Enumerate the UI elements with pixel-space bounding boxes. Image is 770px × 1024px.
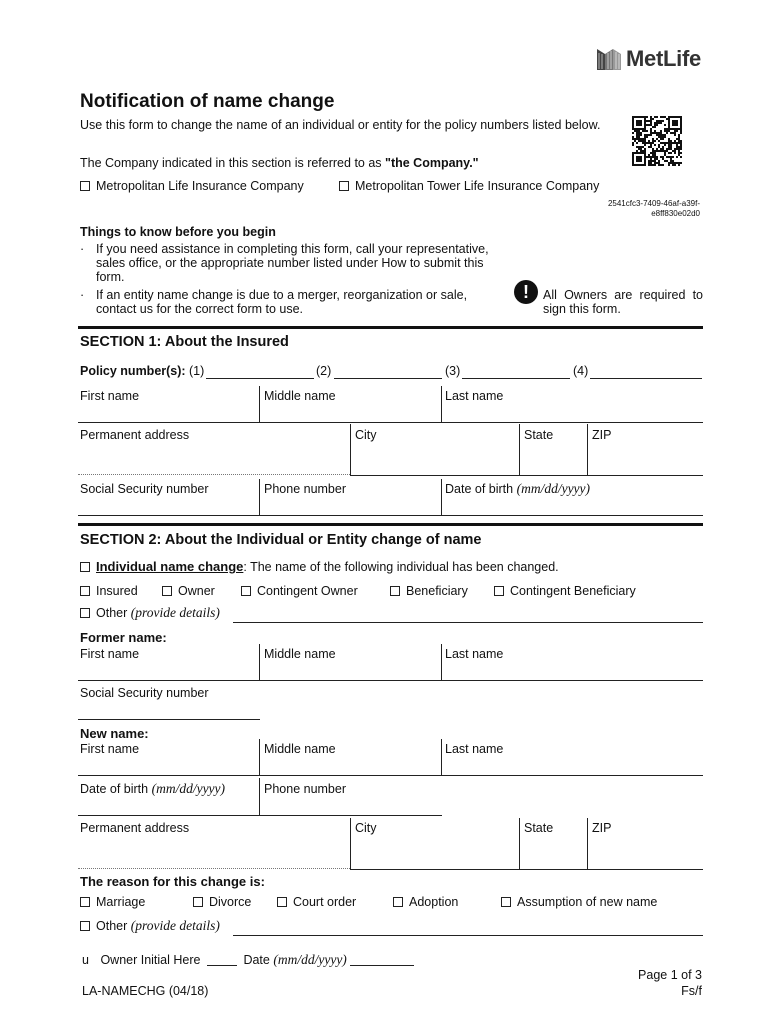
owner-initial-row bbox=[82, 952, 414, 968]
notice-line: All Owners are required to bbox=[543, 288, 703, 302]
field-underline bbox=[78, 815, 442, 816]
field-divider bbox=[519, 818, 520, 869]
barcode-image bbox=[632, 116, 682, 166]
field-divider bbox=[587, 818, 588, 869]
policy-numbers-row bbox=[80, 364, 705, 378]
section2-title: SECTION 2: About the Individual or Entity change of name bbox=[80, 532, 482, 548]
bullet-line: form. bbox=[96, 270, 125, 284]
checkbox[interactable] bbox=[339, 181, 349, 191]
things-to-know-heading: Things to know before you begin bbox=[80, 225, 276, 239]
reason-option-court-order[interactable] bbox=[277, 895, 356, 909]
company-option-label: Metropolitan Tower Life Insurance Company bbox=[355, 179, 600, 193]
field-underline bbox=[78, 422, 703, 423]
individual-name-change-desc: : The name of the following individual has been changed. bbox=[243, 560, 559, 574]
checkbox[interactable] bbox=[241, 586, 251, 596]
role-option-insured[interactable] bbox=[80, 584, 138, 598]
role-other-label: Other bbox=[96, 606, 128, 620]
checkbox[interactable] bbox=[393, 897, 403, 907]
company-option-metropolitan-tower[interactable] bbox=[339, 179, 599, 193]
insured-ssn-input-row[interactable] bbox=[78, 498, 703, 514]
alert-icon: ! bbox=[514, 280, 538, 304]
field-underline bbox=[350, 475, 703, 476]
reason-label: Court order bbox=[293, 895, 357, 909]
owners-notice bbox=[543, 288, 703, 316]
new-first-name-label: First name bbox=[80, 742, 140, 756]
date-field[interactable] bbox=[350, 953, 414, 966]
insured-address-input[interactable] bbox=[78, 444, 350, 472]
checkbox[interactable] bbox=[390, 586, 400, 596]
initial-marker: u bbox=[82, 953, 89, 967]
new-zip-label: ZIP bbox=[592, 821, 612, 835]
policy-slot-2-label: (2) bbox=[316, 364, 332, 378]
former-ssn-label: Social Security number bbox=[80, 686, 209, 700]
insured-dob-label bbox=[445, 481, 590, 497]
date-label: Date bbox=[243, 953, 270, 967]
insured-ssn-label: Social Security number bbox=[80, 482, 209, 496]
reason-label: Marriage bbox=[96, 895, 146, 909]
intro-text: Use this form to change the name of an individual or entity for the policy numbers listed below. bbox=[80, 118, 601, 132]
reason-other-hint: (provide details) bbox=[130, 918, 220, 933]
new-address-input[interactable] bbox=[78, 838, 350, 866]
insured-state-label: State bbox=[524, 428, 554, 442]
policy-number-3-field[interactable] bbox=[462, 378, 570, 379]
field-divider bbox=[519, 424, 520, 475]
date-format-hint: (mm/dd/yyyy) bbox=[273, 952, 347, 967]
reason-label: Adoption bbox=[409, 895, 459, 909]
insured-middle-name-label: Middle name bbox=[264, 389, 336, 403]
role-other-details-field[interactable] bbox=[233, 622, 703, 623]
bullet-line: If an entity name change is due to a merger, reorganization or sale, bbox=[96, 288, 468, 302]
field-underline bbox=[350, 869, 703, 870]
field-underline bbox=[78, 515, 703, 516]
new-phone-label: Phone number bbox=[264, 782, 347, 796]
page-number: Page 1 of 3 bbox=[638, 968, 702, 982]
new-state-label: State bbox=[524, 821, 554, 835]
section1-title: SECTION 1: About the Insured bbox=[80, 334, 289, 350]
field-divider bbox=[587, 424, 588, 475]
reason-option-other[interactable] bbox=[80, 918, 220, 934]
company-note-text: The Company indicated in this section is referred to as bbox=[80, 156, 386, 170]
section-divider bbox=[78, 326, 703, 329]
former-last-name-label: Last name bbox=[445, 647, 504, 661]
bullet-line: If you need assistance in completing this form, call your representative, bbox=[96, 242, 489, 256]
checkbox[interactable] bbox=[494, 586, 504, 596]
address-line-divider bbox=[78, 474, 350, 475]
dob-label-text: Date of birth bbox=[80, 782, 149, 796]
company-note-bold: "the Company." bbox=[385, 156, 479, 170]
insured-city-label: City bbox=[355, 428, 377, 442]
field-divider bbox=[350, 818, 351, 869]
checkbox[interactable] bbox=[501, 897, 511, 907]
reason-option-assumption[interactable] bbox=[501, 895, 657, 909]
bullet-line: sales office, or the appropriate number listed under How to submit this bbox=[96, 256, 484, 270]
former-middle-name-label: Middle name bbox=[264, 647, 336, 661]
role-option-owner[interactable] bbox=[162, 584, 215, 598]
individual-name-change-option[interactable] bbox=[80, 559, 559, 574]
checkbox[interactable] bbox=[80, 181, 90, 191]
role-option-other[interactable] bbox=[80, 605, 220, 621]
former-name-heading: Former name: bbox=[80, 630, 167, 645]
new-dob-phone-input-row[interactable] bbox=[78, 798, 442, 814]
former-first-name-label: First name bbox=[80, 647, 140, 661]
dob-label-text: Date of birth bbox=[445, 482, 514, 496]
field-underline bbox=[78, 680, 703, 681]
insured-first-name-label: First name bbox=[80, 389, 140, 403]
bullet-line: contact us for the correct form to use. bbox=[96, 302, 304, 316]
insured-zip-label: ZIP bbox=[592, 428, 612, 442]
checkbox[interactable] bbox=[277, 897, 287, 907]
new-address-label: Permanent address bbox=[80, 821, 190, 835]
policy-number-1-field[interactable] bbox=[206, 378, 314, 379]
reason-heading: The reason for this change is: bbox=[80, 874, 265, 889]
owner-initial-field[interactable] bbox=[207, 953, 237, 966]
notice-line: sign this form. bbox=[543, 302, 621, 316]
section-divider bbox=[78, 523, 703, 526]
barcode-id-line-1: 2541cfc3-7409-46af-a39f- bbox=[607, 199, 700, 208]
owner-initial-label: Owner Initial Here bbox=[100, 953, 201, 967]
reason-option-divorce[interactable] bbox=[193, 895, 251, 909]
reason-label: Divorce bbox=[209, 895, 252, 909]
metlife-logo bbox=[596, 44, 706, 72]
reason-label: Assumption of new name bbox=[517, 895, 658, 909]
role-label: Contingent Beneficiary bbox=[510, 584, 636, 598]
former-ssn-field[interactable] bbox=[78, 719, 260, 720]
checkbox[interactable] bbox=[162, 586, 172, 596]
checkbox[interactable] bbox=[80, 921, 90, 931]
field-divider bbox=[350, 424, 351, 475]
insured-name-input-row[interactable] bbox=[78, 404, 703, 422]
insured-phone-label: Phone number bbox=[264, 482, 347, 496]
reason-option-adoption[interactable] bbox=[393, 895, 458, 909]
checkbox[interactable] bbox=[80, 897, 90, 907]
policy-slot-3-label: (3) bbox=[445, 364, 461, 378]
barcode-id bbox=[608, 199, 700, 219]
form-code-secondary: Fs/f bbox=[681, 984, 702, 998]
company-option-metropolitan-life[interactable] bbox=[80, 179, 304, 193]
individual-name-change-label: Individual name change bbox=[96, 559, 244, 574]
role-label: Contingent Owner bbox=[257, 584, 358, 598]
checkbox[interactable] bbox=[80, 608, 90, 618]
new-name-heading: New name: bbox=[80, 726, 149, 741]
dob-format-hint: (mm/dd/yyyy) bbox=[516, 481, 591, 496]
role-option-contingent-beneficiary[interactable] bbox=[494, 584, 636, 598]
dob-format-hint: (mm/dd/yyyy) bbox=[151, 781, 226, 796]
new-middle-name-label: Middle name bbox=[264, 742, 336, 756]
reason-other-details-field[interactable] bbox=[233, 935, 703, 936]
policy-number-2-field[interactable] bbox=[334, 378, 442, 379]
new-city-label: City bbox=[355, 821, 377, 835]
metlife-wordmark: MetLife bbox=[626, 46, 701, 71]
things-to-know-bullet: · If an entity name change is due to a merger, reorganization or sale, contact us for the correct form to use. bbox=[80, 288, 468, 316]
page-title: Notification of name change bbox=[80, 91, 335, 112]
checkbox[interactable] bbox=[193, 897, 203, 907]
insured-last-name-label: Last name bbox=[445, 389, 504, 403]
field-underline bbox=[78, 775, 703, 776]
new-name-input-row[interactable] bbox=[78, 757, 703, 774]
metlife-logo-mark-icon bbox=[596, 45, 622, 71]
former-name-input-row[interactable] bbox=[78, 662, 703, 679]
barcode-id-line-2: e8ff830e02d0 bbox=[651, 209, 700, 218]
policy-slot-4-label: (4) bbox=[573, 364, 589, 378]
role-other-hint: (provide details) bbox=[130, 605, 220, 620]
policy-slot-1-label: (1) bbox=[189, 364, 205, 378]
things-to-know-bullet: · If you need assistance in completing this form, call your representative, sales office, or the appropriate number listed under How to submit this form. bbox=[80, 242, 489, 284]
address-line-divider bbox=[78, 868, 350, 869]
insured-address-label: Permanent address bbox=[80, 428, 190, 442]
company-note bbox=[80, 156, 479, 170]
role-label: Owner bbox=[178, 584, 215, 598]
new-dob-label bbox=[80, 781, 225, 797]
form-code: LA-NAMECHG (04/18) bbox=[82, 984, 209, 998]
role-label: Insured bbox=[96, 584, 138, 598]
role-option-beneficiary[interactable] bbox=[390, 584, 468, 598]
role-option-contingent-owner[interactable] bbox=[241, 584, 358, 598]
reason-other-label: Other bbox=[96, 919, 128, 933]
policy-numbers-label: Policy number(s): bbox=[80, 364, 186, 378]
company-option-label: Metropolitan Life Insurance Company bbox=[96, 179, 304, 193]
role-label: Beneficiary bbox=[406, 584, 468, 598]
reason-option-marriage[interactable] bbox=[80, 895, 145, 909]
new-last-name-label: Last name bbox=[445, 742, 504, 756]
checkbox[interactable] bbox=[80, 562, 90, 572]
checkbox[interactable] bbox=[80, 586, 90, 596]
policy-number-4-field[interactable] bbox=[590, 378, 702, 379]
